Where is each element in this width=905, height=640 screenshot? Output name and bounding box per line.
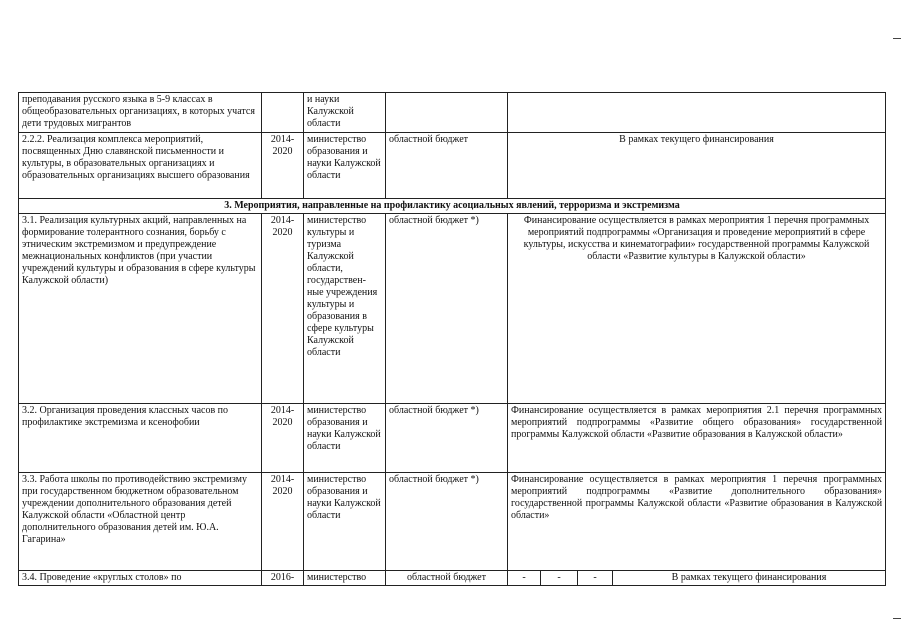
period-cell: 2014-2020: [262, 404, 304, 473]
event-cell: 2.2.2. Реализация комплекса мероприятий, посвященных Дню славянской письменности и культуры, в образовательных организациях и образовательных организациях высшего образования: [19, 133, 262, 199]
financing-cell: В рамках текущего финансирования: [613, 571, 886, 586]
period-cell: 2014-2020: [262, 473, 304, 571]
table-row: [19, 473, 886, 571]
executor-cell: и науки Калужской области: [304, 93, 386, 133]
event-cell: 3.2. Организация проведения классных часов по профилактике экстремизма и ксенофобии: [19, 404, 262, 473]
table-row: [19, 404, 886, 473]
source-cell: областной бюджет *): [386, 214, 508, 404]
period-cell: 2014-2020: [262, 214, 304, 404]
section-heading-row: [19, 199, 886, 214]
table-row: [19, 214, 886, 404]
period-cell: 2014-2020: [262, 133, 304, 199]
financing-cell: [508, 93, 886, 133]
period-cell: [262, 93, 304, 133]
executor-cell: министерство образования и науки Калужской области: [304, 404, 386, 473]
period-cell: 2016-: [262, 571, 304, 586]
section-title: 3. Мероприятия, направленные на профилактику асоциальных явлений, терроризма и экстремизма: [19, 199, 886, 214]
measures-table: [18, 92, 886, 586]
source-cell: областной бюджет: [386, 571, 508, 586]
event-cell: 3.1. Реализация культурных акций, направленных на формирование толерантного сознания, борьбу с этническим экстремизмом и предупреждение межнациональных конфликтов (при участии учреждений культуры и образования в сфере культуры Калужской области): [19, 214, 262, 404]
financing-cell: В рамках текущего финансирования: [508, 133, 886, 199]
executor-cell: министерство: [304, 571, 386, 586]
source-cell: областной бюджет: [386, 133, 508, 199]
financing-cell: Финансирование осуществляется в рамках мероприятия 2.1 перечня программных мероприятий подпрограммы «Развитие общего образования» государственной программы Калужской области «Развитие образования в Калужской области»: [508, 404, 886, 473]
table-row: [19, 93, 886, 133]
source-cell: [386, 93, 508, 133]
source-cell: областной бюджет *): [386, 404, 508, 473]
financing-cell: Финансирование осуществляется в рамках мероприятия 1 перечня программных мероприятий подпрограммы «Организация и проведение мероприятий в сфере культуры, искусства и кинематографии» государственной программы Калужской области «Развитие культуры в Калужской области»: [508, 214, 886, 404]
event-cell: 3.4. Проведение «круглых столов» по: [19, 571, 262, 586]
dash-cell: -: [508, 571, 541, 586]
scan-edge-mark: [893, 38, 901, 39]
table-row: [19, 571, 886, 586]
financing-cell: Финансирование осуществляется в рамках мероприятия 1 перечня программных мероприятий подпрограммы «Развитие дополнительного образования» государственной программы Калужской области «Развитие образования в Калужской области»: [508, 473, 886, 571]
dash-cell: -: [578, 571, 613, 586]
table-row: [19, 133, 886, 199]
event-cell: 3.3. Работа школы по противодействию экстремизму при государственном бюджетном образовательном учреждении дополнительного образования детей Калужской области «Областной центр дополнительного образования детей им. Ю.А. Гагарина»: [19, 473, 262, 571]
source-cell: областной бюджет *): [386, 473, 508, 571]
executor-cell: министерство культуры и туризма Калужской области, государствен-ные учреждения культуры и образования в сфере культуры Калужской области: [304, 214, 386, 404]
dash-cell: -: [541, 571, 578, 586]
scan-edge-mark: [893, 618, 901, 619]
event-cell: преподавания русского языка в 5-9 классах в общеобразовательных организациях, в которых учатся дети трудовых мигрантов: [19, 93, 262, 133]
executor-cell: министерство образования и науки Калужской области: [304, 473, 386, 571]
executor-cell: министерство образования и науки Калужской области: [304, 133, 386, 199]
